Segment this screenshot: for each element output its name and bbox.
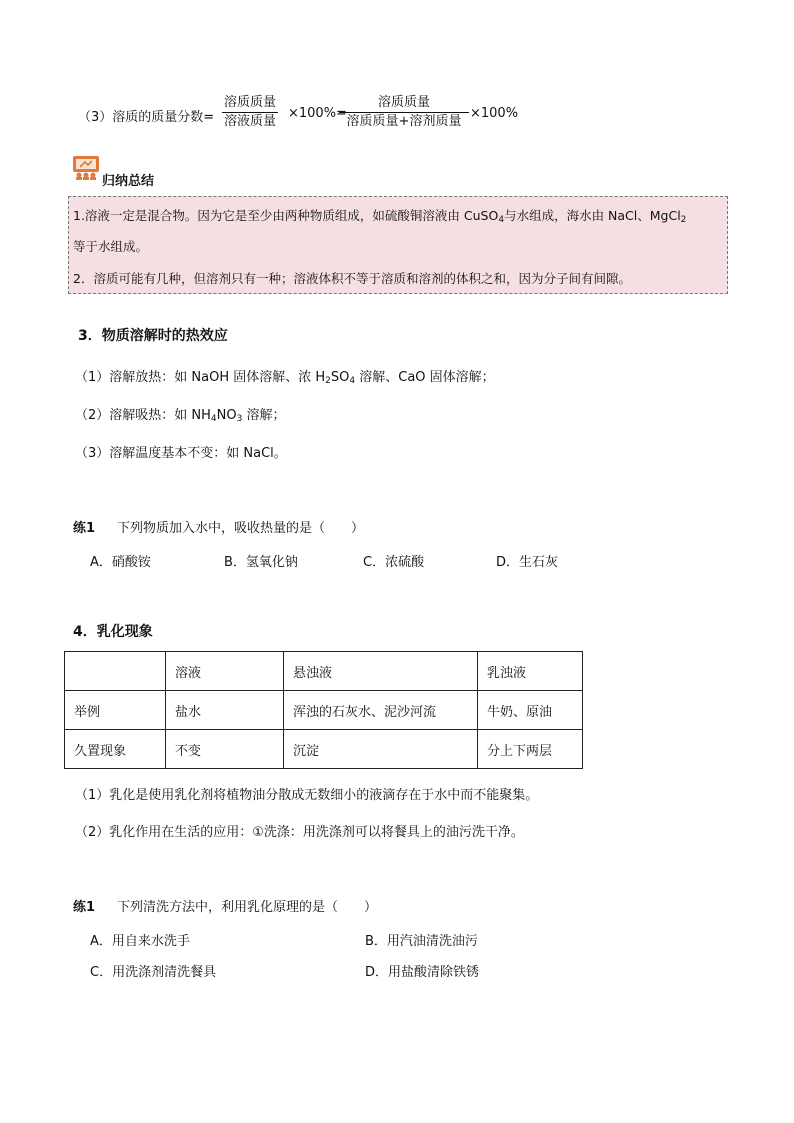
- exercise-1-option-a: A．硝酸铵: [90, 555, 151, 570]
- table-cell: 牛奶、原油: [478, 691, 583, 730]
- emulsion-table: [64, 651, 583, 769]
- summary-line-1-sub-2: 2: [680, 215, 687, 225]
- item-2-part-a: （2）溶解吸热：如 NH: [75, 408, 211, 423]
- section-4-note-2: （2）乳化作用在生活的应用：①洗涤：用洗涤剂可以将餐具上的油污洗干净。: [75, 825, 524, 840]
- summary-line-1-part-a: 1.溶液一定是混合物。因为它是至少由两种物质组成，如硫酸铜溶液由 CuSO: [73, 208, 499, 223]
- section-3-item-1: [75, 366, 495, 386]
- table-cell: 溶液: [166, 652, 284, 691]
- summary-line-1-cont: 等于水组成。: [73, 239, 149, 254]
- exercise-1-option-d: D．生石灰: [496, 555, 559, 570]
- table-cell: 悬浊液: [284, 652, 478, 691]
- table-cell: 盐水: [166, 691, 284, 730]
- summary-line-2: 2．溶质可能有几种，但溶剂只有一种；溶液体积不等于溶质和溶剂的体积之和，因为分子间有间隙。: [73, 271, 631, 286]
- summary-heading: 归纳总结: [102, 174, 155, 189]
- table-cell: 不变: [166, 730, 284, 769]
- fraction-1: [222, 94, 278, 131]
- exercise-2-option-d: D．用盐酸清除铁锈: [365, 965, 480, 980]
- formula-prefix: （3）溶质的质量分数=: [78, 110, 215, 125]
- fraction-2-denominator: 溶质质量+溶剂质量: [339, 112, 469, 131]
- item-1-sub-2: 4: [349, 376, 356, 386]
- fraction-1-numerator: 溶质质量: [224, 95, 277, 110]
- exercise-1-label: 练1: [73, 521, 96, 536]
- table-header-row: [65, 652, 583, 691]
- fraction-2-numerator: 溶质质量: [377, 95, 430, 110]
- section-3-item-2: [75, 404, 285, 424]
- summary-line-1-part-b: 与水组成，海水由 NaCl、MgCl: [504, 208, 681, 223]
- table-cell: 乳浊液: [478, 652, 583, 691]
- exercise-2-label: 练1: [73, 900, 96, 915]
- table-cell: 举例: [65, 691, 166, 730]
- item-2-part-b: NO: [216, 408, 237, 423]
- fraction-1-denominator: 溶液质量: [224, 114, 277, 129]
- summary-line-1-sub: 4: [498, 215, 505, 225]
- item-1-part-a: （1）溶解放热：如 NaOH 固体溶解、浓 H: [75, 370, 326, 385]
- exercise-2-option-a: A．用自来水洗手: [90, 934, 190, 949]
- item-1-sub-1: 2: [325, 376, 331, 386]
- item-1-part-b: SO: [330, 370, 350, 385]
- exercise-1-question: 下列物质加入水中，吸收热量的是（ ）: [117, 521, 365, 536]
- exercise-2-option-c: C．用洗涤剂清洗餐具: [90, 965, 217, 980]
- item-2-part-c: 溶解；: [242, 408, 286, 423]
- formula-mid: ×100%=: [288, 106, 347, 121]
- table-row: [65, 691, 583, 730]
- table-cell: 分上下两层: [478, 730, 583, 769]
- section-3-item-3: （3）溶解温度基本不变：如 NaCl。: [75, 446, 287, 461]
- table-cell: 浑浊的石灰水、泥沙河流: [284, 691, 478, 730]
- formula-suffix: ×100%: [470, 106, 519, 121]
- exercise-1-option-c: C．浓硫酸: [363, 555, 425, 570]
- section-4-note-1: （1）乳化是使用乳化剂将植物油分散成无数细小的液滴存在于水中而不能聚集。: [75, 788, 539, 803]
- item-2-sub-2: 3: [236, 414, 243, 424]
- section-4-title: 4．乳化现象: [73, 624, 153, 640]
- table-cell: 沉淀: [284, 730, 478, 769]
- summary-box: [68, 196, 728, 294]
- fraction-2: [339, 94, 469, 131]
- table-cell: 久置现象: [65, 730, 166, 769]
- summary-line-1: [73, 206, 686, 225]
- exercise-1-option-b: B．氢氧化钠: [224, 555, 298, 570]
- item-1-part-c: 溶解、CaO 固体溶解；: [355, 370, 495, 385]
- exercise-2-option-b: B．用汽油清洗油污: [365, 934, 478, 949]
- table-cell: [65, 652, 166, 691]
- exercise-2-question: 下列清洗方法中，利用乳化原理的是（ ）: [117, 900, 378, 915]
- item-2-sub-1: 4: [210, 414, 217, 424]
- table-row: [65, 730, 583, 769]
- teacher-board-icon: [72, 155, 100, 181]
- section-3-title: 3．物质溶解时的热效应: [78, 328, 228, 344]
